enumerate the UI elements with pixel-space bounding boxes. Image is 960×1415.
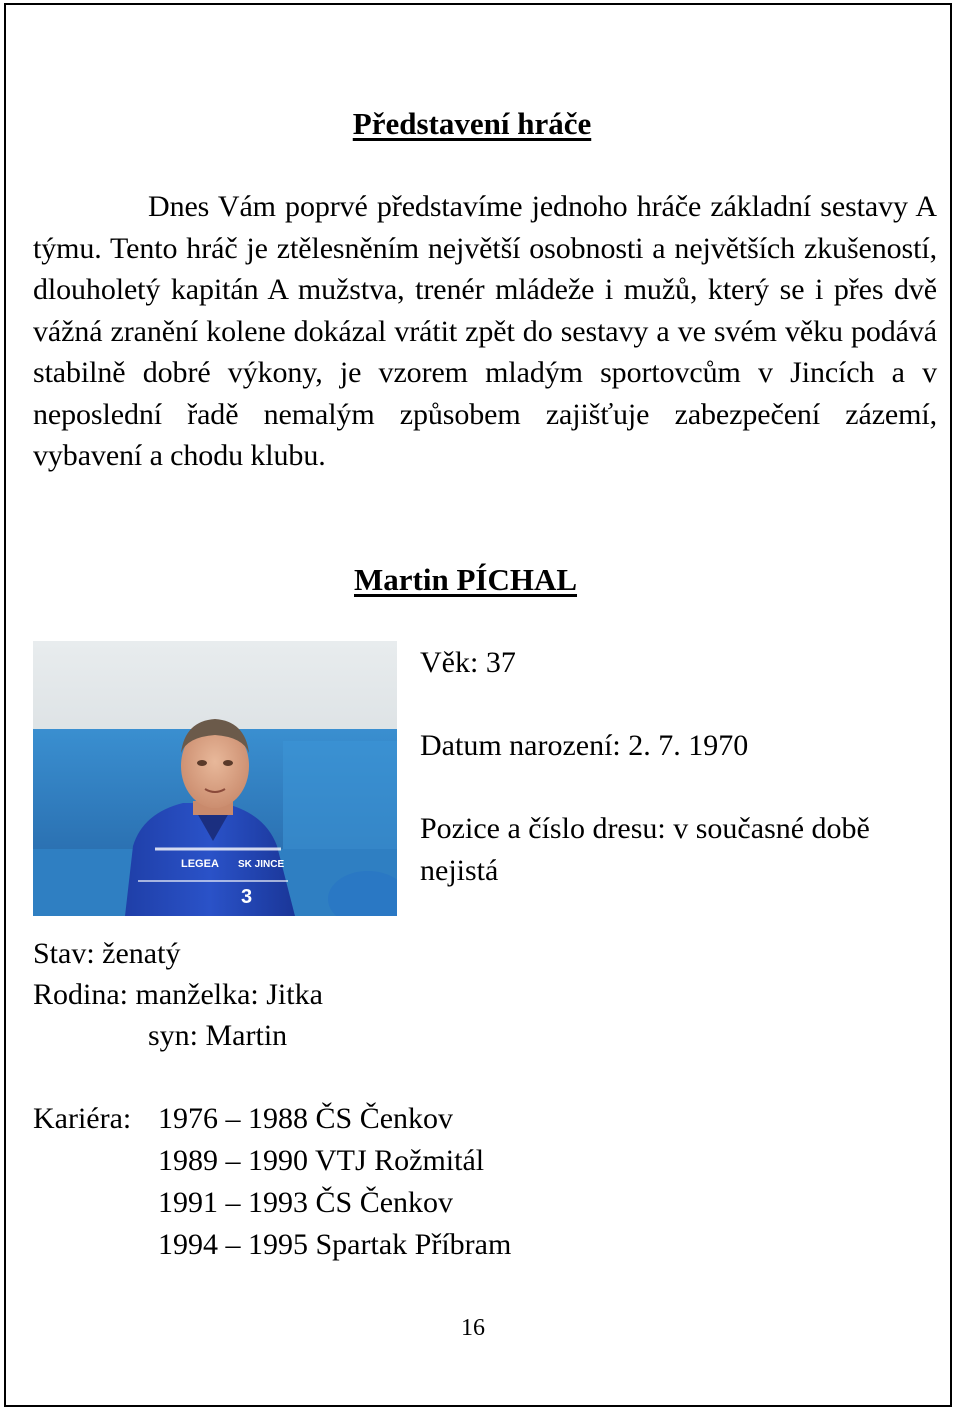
player-photo bbox=[33, 641, 397, 916]
page-title: Představení hráče bbox=[352, 106, 592, 141]
career-entry: 1991 – 1993 ČS Čenkov bbox=[158, 1186, 454, 1219]
career-entry: 1976 – 1988 ČS Čenkov bbox=[158, 1102, 454, 1135]
career-entry: 1994 – 1995 Spartak Příbram bbox=[158, 1228, 512, 1261]
player-birth-date: Datum narození: 2. 7. 1970 bbox=[420, 729, 749, 762]
jersey-club-text: SK JINCE bbox=[238, 859, 285, 870]
player-name: Martin PÍCHAL bbox=[354, 562, 578, 597]
player-family-spouse: Rodina: manželka: Jitka bbox=[33, 978, 323, 1011]
player-family-child: syn: Martin bbox=[148, 1019, 288, 1052]
career-label: Kariéra: bbox=[33, 1102, 132, 1135]
jersey-brand-text: LEGEA bbox=[181, 858, 219, 870]
player-position: Pozice a číslo dresu: v současné době nejistá bbox=[420, 812, 870, 887]
player-age: Věk: 37 bbox=[420, 646, 516, 679]
player-status: Stav: ženatý bbox=[33, 937, 181, 970]
jersey-number-text: 3 bbox=[241, 886, 253, 908]
career-entry: 1989 – 1990 VTJ Rožmitál bbox=[158, 1144, 485, 1177]
page-number: 16 bbox=[461, 1315, 485, 1341]
intro-paragraph: Dnes Vám poprvé představíme jednoho hráče základní sestavy A týmu. Tento hráč je ztělesněním největší osobnosti a největších zkušeností, dlouholetý kapitán A mužstva, trenér mládeže i mužů, který se i přes dvě vážná zranění kolene dokázal vrátit zpět do sestavy a ve svém věku podává stabilně dobré výkony, je vzorem mladým sportovcům v Jincích a v neposlední řadě nemalým způsobem zajišťuje zabezpečení zázemí, vybavení a chodu klubu. bbox=[33, 190, 937, 472]
